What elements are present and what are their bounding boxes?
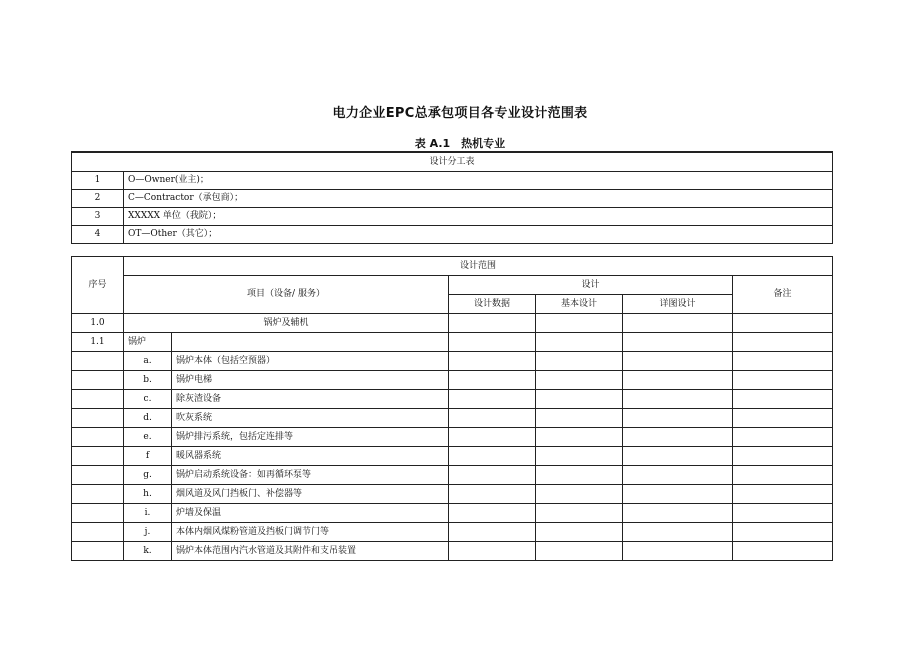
table-row bbox=[72, 466, 833, 485]
header-remark: 备注 bbox=[733, 276, 833, 314]
item-letter: k. bbox=[124, 542, 172, 561]
table-row bbox=[72, 390, 833, 409]
table-caption: 表 A.1 热机专业 bbox=[414, 137, 506, 150]
item-letter: j. bbox=[124, 523, 172, 542]
division-header: 设计分工表 bbox=[72, 152, 833, 172]
item-text: 暖风器系统 bbox=[172, 447, 449, 466]
section-row bbox=[72, 314, 833, 333]
table-row bbox=[72, 352, 833, 371]
row-number: 4 bbox=[72, 226, 124, 244]
header-design-data: 设计数据 bbox=[449, 295, 536, 314]
item-letter: a. bbox=[124, 352, 172, 371]
item-text: 锅炉本体范围内汽水管道及其附件和支吊装置 bbox=[172, 542, 449, 561]
row-number: 2 bbox=[72, 190, 124, 208]
item-text: 锅炉启动系统设备：如再循环泵等 bbox=[172, 466, 449, 485]
item-text: 炉墙及保温 bbox=[172, 504, 449, 523]
item-text: 除灰渣设备 bbox=[172, 390, 449, 409]
header-no: 序号 bbox=[72, 257, 124, 314]
item-letter: i. bbox=[124, 504, 172, 523]
item-letter: c. bbox=[124, 390, 172, 409]
scope-table bbox=[71, 256, 833, 561]
table-row bbox=[72, 428, 833, 447]
item-letter: h. bbox=[124, 485, 172, 504]
subsection-number: 1.1 bbox=[72, 333, 124, 352]
item-letter: g. bbox=[124, 466, 172, 485]
item-letter: d. bbox=[124, 409, 172, 428]
table-row bbox=[72, 208, 833, 226]
row-text: XXXXX 单位（我院）； bbox=[124, 208, 833, 226]
item-letter: b. bbox=[124, 371, 172, 390]
table-row bbox=[72, 226, 833, 244]
item-text: 烟风道及风门挡板门、补偿器等 bbox=[172, 485, 449, 504]
section-label: 锅炉及辅机 bbox=[124, 314, 449, 333]
table-row bbox=[72, 542, 833, 561]
table-row bbox=[72, 523, 833, 542]
item-text: 本体内烟风煤粉管道及挡板门调节门等 bbox=[172, 523, 449, 542]
item-text: 锅炉电梯 bbox=[172, 371, 449, 390]
document-title: 电力企业EPC总承包项目各专业设计范围表 bbox=[332, 106, 588, 121]
table-row bbox=[72, 409, 833, 428]
item-text: 锅炉本体（包括空预器） bbox=[172, 352, 449, 371]
row-text: C—Contractor（承包商）； bbox=[124, 190, 833, 208]
section-number: 1.0 bbox=[72, 314, 124, 333]
table-row bbox=[72, 447, 833, 466]
item-letter: e. bbox=[124, 428, 172, 447]
header-basic-design: 基本设计 bbox=[536, 295, 623, 314]
table-row bbox=[72, 172, 833, 190]
table-row bbox=[72, 190, 833, 208]
division-table bbox=[71, 151, 833, 244]
table-row bbox=[72, 371, 833, 390]
item-text: 吹灰系统 bbox=[172, 409, 449, 428]
header-design: 设计 bbox=[449, 276, 733, 295]
header-detail-design: 详图设计 bbox=[623, 295, 733, 314]
subsection-label: 锅炉 bbox=[124, 333, 172, 352]
item-letter: f bbox=[124, 447, 172, 466]
table-row bbox=[72, 485, 833, 504]
row-text: OT—Other（其它）； bbox=[124, 226, 833, 244]
row-number: 3 bbox=[72, 208, 124, 226]
item-text: 锅炉排污系统，包括定连排等 bbox=[172, 428, 449, 447]
subsection-row bbox=[72, 333, 833, 352]
header-item: 项目（设备/ 服务） bbox=[124, 276, 449, 314]
header-range: 设计范围 bbox=[124, 257, 833, 276]
table-row bbox=[72, 504, 833, 523]
row-number: 1 bbox=[72, 172, 124, 190]
row-text: O—Owner(业主)； bbox=[124, 172, 833, 190]
